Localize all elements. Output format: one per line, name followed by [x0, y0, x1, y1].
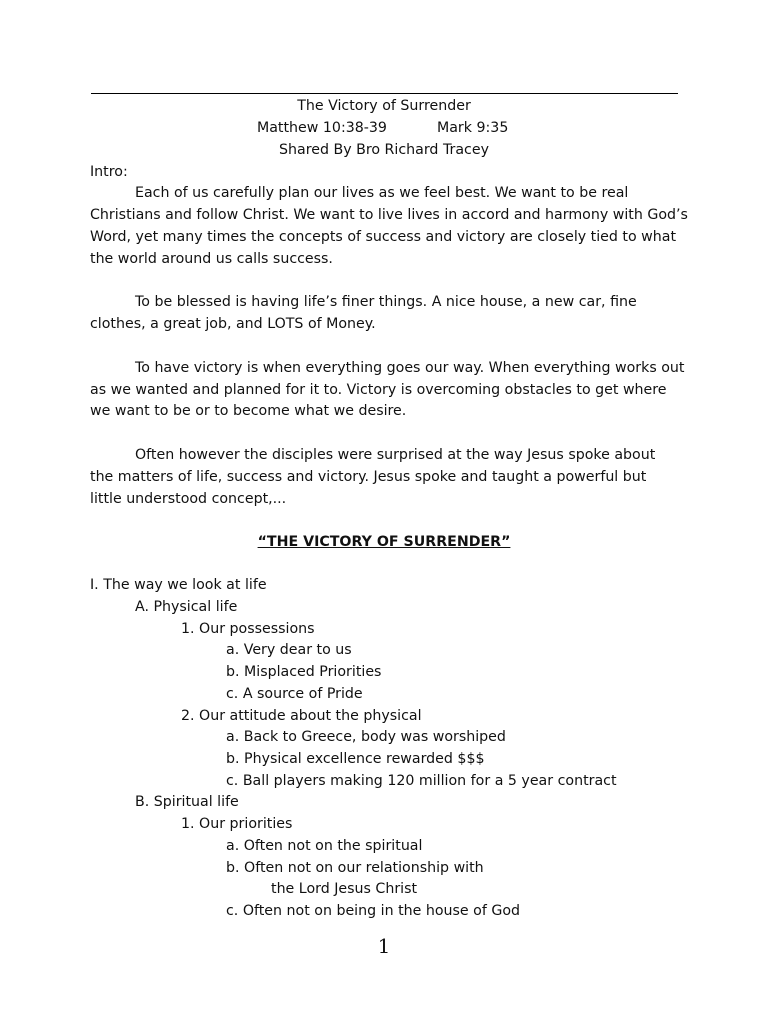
outline-item: c. Ball players making 120 million for a 5 year contract — [226, 773, 617, 789]
top-rule — [91, 93, 678, 94]
paragraph-line: the world around us calls success. — [90, 251, 333, 267]
outline-item: B. Spiritual life — [135, 794, 239, 810]
outline-item: b. Misplaced Priorities — [226, 664, 382, 680]
page-number: 1 — [377, 934, 391, 958]
paragraph-line: Christians and follow Christ. We want to live lives in accord and harmony with God’s — [90, 207, 688, 223]
reference-matthew: Matthew 10:38-39 — [257, 120, 387, 136]
outline-item: b. Often not on our relationship with — [226, 860, 484, 876]
outline-item: c. A source of Pride — [226, 686, 363, 702]
intro-label: Intro: — [90, 164, 128, 180]
outline-item: the Lord Jesus Christ — [271, 881, 418, 897]
section-heading: “THE VICTORY OF SURRENDER” — [257, 534, 511, 550]
paragraph-line: To have victory is when everything goes our way. When everything works out — [135, 360, 685, 376]
outline-item: A. Physical life — [135, 599, 238, 615]
paragraph-line: Word, yet many times the concepts of success and victory are closely tied to what — [90, 229, 677, 245]
reference-mark: Mark 9:35 — [437, 120, 509, 136]
paragraph-line: little understood concept,... — [90, 491, 287, 507]
paragraph-line: Often however the disciples were surprised at the way Jesus spoke about — [135, 447, 656, 463]
outline-item: 1. Our possessions — [181, 621, 315, 637]
sermon-title: The Victory of Surrender — [297, 98, 471, 114]
outline-item: a. Back to Greece, body was worshiped — [226, 729, 506, 745]
paragraph-line: we want to be or to become what we desire. — [90, 403, 407, 419]
outline-item: a. Often not on the spiritual — [226, 838, 423, 854]
outline-item: c. Often not on being in the house of God — [226, 903, 521, 919]
shared-by: Shared By Bro Richard Tracey — [279, 142, 489, 158]
outline-item: I. The way we look at life — [90, 577, 267, 593]
paragraph-line: To be blessed is having life’s finer things. A nice house, a new car, fine — [135, 294, 637, 310]
paragraph-line: as we wanted and planned for it to. Victory is overcoming obstacles to get where — [90, 382, 667, 398]
outline-item: 1. Our priorities — [181, 816, 293, 832]
outline-item: a. Very dear to us — [226, 642, 352, 658]
outline-item: b. Physical excellence rewarded $$$ — [226, 751, 485, 767]
outline-item: 2. Our attitude about the physical — [181, 708, 422, 724]
paragraph-line: Each of us carefully plan our lives as we feel best. We want to be real — [135, 185, 629, 201]
paragraph-line: the matters of life, success and victory. Jesus spoke and taught a powerful but — [90, 469, 647, 485]
paragraph-line: clothes, a great job, and LOTS of Money. — [90, 316, 376, 332]
